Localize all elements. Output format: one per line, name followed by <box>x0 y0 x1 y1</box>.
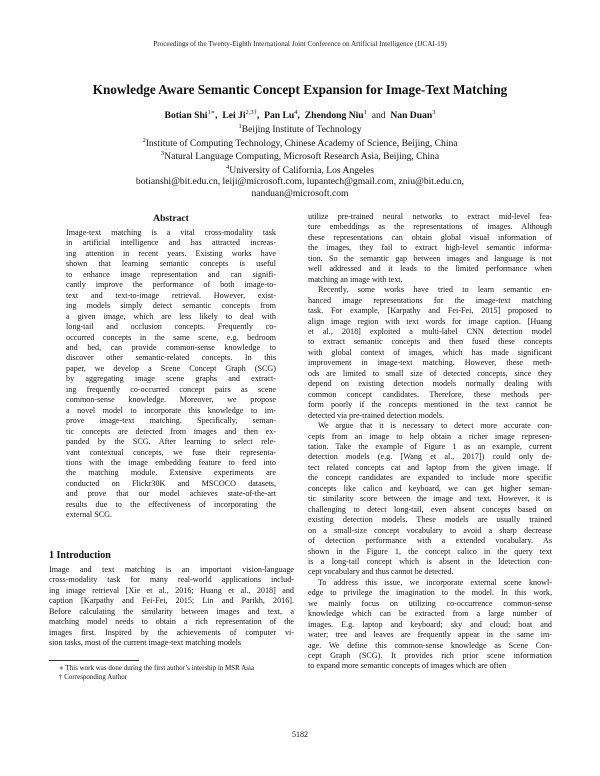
text-line: images. E.g. laptop and keyboard; sky and cloud; boat and <box>308 619 552 629</box>
text-line: water; tree and leaves are frequently appear in the same im- <box>308 630 552 640</box>
text-line: matching an image with text. <box>308 274 403 284</box>
author-mark: 4 <box>294 109 298 116</box>
abstract-body <box>66 228 276 521</box>
footnote: † Corresponding Author <box>59 673 128 681</box>
text-line: cross-modality task for many real-world applications includ- <box>49 575 294 585</box>
text-line: with global context of images, which has made significant <box>308 347 552 357</box>
text-line: a novel model to incorporate this knowledge to im- <box>66 405 276 415</box>
text-line: cepts from an image to help obtain a richer image represen- <box>308 431 552 441</box>
email-line: botianshi@bit.edu.cn, leiji@microsoft.com, lupantech@gmail.com, zniu@bit.edu.cn, <box>135 176 465 187</box>
text-line: text and text-to-image retrieval. However, exist- <box>66 290 276 300</box>
text-line: external SCG. <box>66 510 113 520</box>
text-line: caption [Karpathy and Fei-Fei, 2015; Lin and Parikh, 2016]. <box>49 596 294 606</box>
author-name: Nan Duan <box>390 110 433 122</box>
author-name: Zhendong Niu <box>304 110 364 122</box>
text-line: the images, they fail to extract high-level semantic informa- <box>308 243 552 253</box>
text-line: and prove that our model achieves state-of-the-art <box>66 489 276 499</box>
author-name: Pan Lu <box>264 110 295 122</box>
affiliation-text: Natural Language Computing, Microsoft Research Asia, Beijing, China <box>164 151 440 163</box>
paragraph <box>308 421 552 578</box>
footnote: ∗ This work was done during the first author’s intership in MSR Asia <box>59 664 255 672</box>
text-line: Image-text matching is a vital cross-modality task <box>66 228 276 237</box>
text-line: detection models (e.g. [Wang et al., 2017]) could only de- <box>308 452 552 462</box>
text-line: these representations can obtain global visual information of <box>308 232 552 242</box>
text-line: common concept candidates. Therefore, these methods per- <box>308 389 552 399</box>
text-line: To address this issue, we incorporate external scene knowl- <box>318 577 552 587</box>
author-mark: 1∗ <box>207 109 216 116</box>
text-line: vant contextual concepts, we fuse their representa- <box>66 447 276 457</box>
text-line: sion tasks, most of the current image-text matching models <box>49 638 242 648</box>
text-line: to enhance image representation and can signifi- <box>66 269 276 279</box>
section-title-introduction: 1 Introduction <box>49 550 111 561</box>
text-line: prove image-text matching. Specifically, seman- <box>66 416 276 426</box>
text-line: occurred concepts in the same scene, e.g. bedroom <box>66 332 276 342</box>
affiliation-mark: 3 <box>160 150 165 157</box>
text-line: edge to privilege the imagination to the model. In this work, <box>308 588 552 598</box>
abstract-title: Abstract <box>153 213 189 224</box>
author-and: and <box>371 110 386 122</box>
text-line: cantly improve the performance of both image-to- <box>66 280 276 290</box>
text-line: utilize pre-trained neural networks to extract mid-level fea- <box>308 212 552 221</box>
text-line: panded by the SCG. After learning to select rele- <box>66 437 276 447</box>
page-number: 5182 <box>292 730 308 739</box>
text-line: age. We define this common-sense knowledge as Scene Con- <box>308 640 552 650</box>
footnotes <box>49 660 294 682</box>
text-line: common-sense knowledge. Moreover, we propose <box>66 395 276 405</box>
author-line: Botian Shi$^{1∗}$, Lei $Ji^{2,3\dagger}$, Pan Lu$^4$, Zhendong Niu$^1$ and Nan Duan$^3$ <box>164 109 436 122</box>
text-line: tic similarity score between the image and text. However, it is <box>308 494 552 504</box>
text-line: to extract semantic concepts and then fused these concepts <box>308 337 552 347</box>
text-line: and bed, can provide common-sense knowledge to <box>66 342 276 352</box>
author-mark: 1 <box>363 109 367 116</box>
text-line: discover other semantic-related concepts. In this <box>66 353 276 363</box>
text-line: by aggregating image scene graphs and extract- <box>66 374 276 384</box>
text-line: Image and text matching is an important vision-language <box>49 565 294 574</box>
text-line: cept Graph (SCG). It provides rich prior scene information <box>308 651 552 661</box>
text-line: ing frequently co-occurred concept pairs as scene <box>66 384 276 394</box>
text-line: align image region with text words for image caption. [Huang <box>308 316 552 326</box>
text-line: tic concepts are detected from images and then ex- <box>66 426 276 436</box>
paragraph <box>308 578 552 672</box>
text-line: Before calculating the similarity between images and text, a <box>49 606 294 616</box>
text-line: ods are limited to small size of detected concepts, since they <box>308 368 552 378</box>
text-line: we mainly focus on utilizing co-occurrence common-sense <box>308 598 552 608</box>
text-line: form poorly if the concepts mentioned in the text cannot be <box>308 400 552 410</box>
text-line: is a long-tail concept which is absent in the ldetection con- <box>308 556 552 566</box>
text-line: a given image, which are less likely to deal with <box>66 311 276 321</box>
text-line: tect related concepts cat and laptop from the given image. If <box>308 462 552 472</box>
affiliation <box>0 162 600 177</box>
text-line: Recently, some works have tried to learn semantic en- <box>318 285 552 295</box>
text-line: improvement in image-text matching. However, these meth- <box>308 358 552 368</box>
text-line: on a small-size concept vocabulary to avoid a sharp decrease <box>308 525 552 535</box>
text-line: ing attention in recent years. Existing works have <box>66 248 276 258</box>
affiliation <box>0 148 600 163</box>
paragraph <box>49 565 294 649</box>
text-line: We argue that it is necessary to detect more accurate con- <box>318 421 552 431</box>
author-mark: 3 <box>432 109 436 116</box>
affiliation-mark: 4 <box>226 164 230 171</box>
text-line: et al., 2018] exploited a multi-label CNN detection model <box>308 326 552 336</box>
text-line: challenging to detect long-tail, even absent concepts based on <box>308 504 552 514</box>
text-line: shown in the Figure 1, the concept calico in the query text <box>308 546 552 556</box>
text-line: depend on existing detection models normally dealing with <box>308 379 552 389</box>
text-line: tions with the image embedding feature to feed into <box>66 457 276 467</box>
right-column-body <box>308 212 552 672</box>
text-line: hanced image representations for the image-text matching <box>308 295 552 305</box>
text-line: images first. Inspired by the achievements of computer vi- <box>49 627 294 637</box>
text-line: ture embeddings as the representations of images. Although <box>308 222 552 232</box>
text-line: knowledge which can be extracted from a large number of <box>308 609 552 619</box>
text-line: task. For example, [Karpathy and Fei-Fei, 2015] proposed to <box>308 306 552 316</box>
text-line: in artificial intelligence and has attracted increas- <box>66 238 276 248</box>
text-line: long-tail and occlusion concepts. Frequently co- <box>66 322 276 332</box>
affiliation-mark: 1 <box>238 123 242 130</box>
introduction-body <box>49 565 294 649</box>
affiliation-text: Institute of Computing Technology, Chinese Academy of Science, Beijing, China <box>145 138 458 150</box>
text-line: tion. So the semantic gap between images and language is not <box>308 253 552 263</box>
text-line: paper, we develop a Scene Concept Graph (SCG) <box>66 363 276 373</box>
footnote-rule <box>49 660 139 661</box>
paragraph <box>308 285 552 421</box>
text-line: results due to the effectiveness of incorporating the <box>66 499 276 509</box>
affiliation <box>0 121 600 136</box>
affiliation-text: Beijing Institute of Technology <box>241 124 362 136</box>
affiliation-text: University of California, Los Angeles <box>229 165 374 177</box>
text-line: shown that learning semantic concepts is useful <box>66 259 276 269</box>
text-line: to expand more semantic concepts of images which are often <box>308 661 507 671</box>
author-name: Botian Shi <box>164 110 208 122</box>
running-head: Proceedings of the Twenty-Eighth International Joint Conference on Artificial Intelligence (IJCAI-19) <box>153 40 447 48</box>
paragraph <box>308 212 552 285</box>
text-line: cept vocabulary and thus cannot be detected. <box>308 567 454 577</box>
text-line: ing models simply detect semantic concepts from <box>66 301 276 311</box>
text-line: existing detection models. These models are usually trained <box>308 515 552 525</box>
paragraph <box>66 228 276 521</box>
text-line: ing image retrieval [Xie et al., 2016; Huang et al., 2018] and <box>49 585 294 595</box>
text-line: well addressed and it leads to the limited performance when <box>308 264 552 274</box>
author-name: Lei Ji <box>222 110 246 122</box>
text-line: the concept candidates are expanded to include more specific <box>308 473 552 483</box>
text-line: of detection performance with a extended vocabulary. As <box>308 536 552 546</box>
email-block <box>0 176 600 200</box>
paper-title: Knowledge Aware Semantic Concept Expansion for Image-Text Matching <box>92 82 508 97</box>
affiliation-mark: 2 <box>142 137 146 144</box>
text-line: concepts like calico and keyboard, we can get higher seman- <box>308 483 552 493</box>
text-line: the matching module. Extensive experiments are <box>66 468 276 478</box>
text-line: matching model needs to obtain a rich representation of the <box>49 617 294 627</box>
text-line: conducted on Flickr30K and MSCOCO datasets, <box>66 478 276 488</box>
text-line: detected via pre-trained detection models. <box>308 410 445 420</box>
text-line: tation. Take the example of Figure 1 as an example, current <box>308 441 552 451</box>
author-mark: 2,3† <box>245 109 257 116</box>
email-line: nanduan@microsoft.com <box>251 187 349 199</box>
